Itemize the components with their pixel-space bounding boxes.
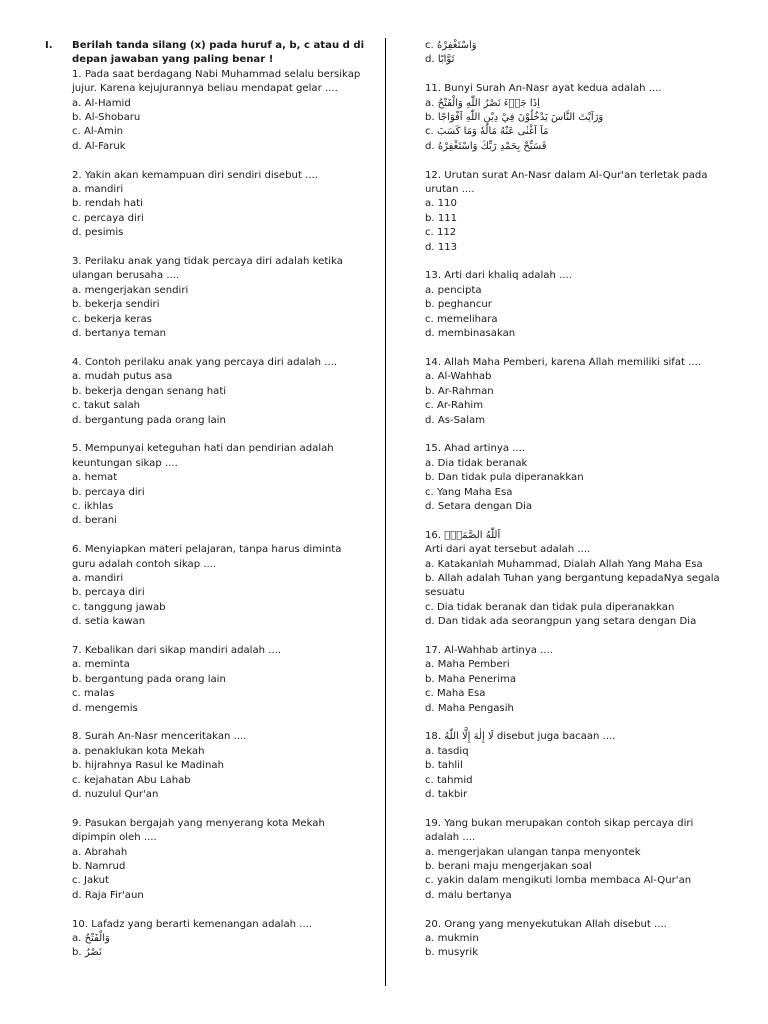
option-a: a. pencipta — [425, 284, 482, 296]
option-b: b. rendah hati — [72, 198, 143, 210]
option-b: b. hijrahnya Rasul ke Madinah — [72, 760, 224, 772]
option-c: c. Al-Amin — [72, 126, 124, 138]
instruction — [72, 39, 372, 68]
question-stem: 9. Pasukan bergajah yang menyerang kota Mekah — [72, 817, 325, 829]
question-stem: 14. Allah Maha Pemberi, karena Allah memiliki sifat .... — [425, 356, 702, 368]
question-10-continued — [425, 39, 725, 68]
option-d: d. Raja Fir'aun — [72, 889, 144, 901]
option-c: c. bekerja keras — [72, 313, 152, 325]
arabic-text: مَآ اَغْنٰى عَنْهُ مَالُهٗ وَمَا كَسَبَ — [436, 126, 549, 138]
option-d: d. فَسَبِّحْ بِحَمْدِ رَبِّكَ وَاسْتَغْفِرْهُ — [425, 140, 547, 152]
arabic-text: نَصْرُ — [84, 947, 102, 959]
question-stem: 13. Arti dari khaliq adalah .... — [425, 270, 572, 282]
option-b: b. وَرَاَيْتَ النَّاسَ يَدْخُلُوْنَ فِيْ دِيْنِ اللّٰهِ اَفْوَاجًا — [425, 112, 604, 124]
arabic-text: اِذَا جَاۤءَ نَصْرُ اللّٰهِ وَالْفَتْحُ — [437, 97, 540, 109]
option-a: a. mukmin — [425, 933, 479, 945]
question-stem: 7. Kebalikan dari sikap mandiri adalah .... — [72, 644, 282, 656]
question-stem: dipimpin oleh .... — [72, 832, 157, 844]
option-b: b. 111 — [425, 212, 458, 224]
option-d: d. Dan tidak ada seorangpun yang setara dengan Dia — [425, 616, 697, 628]
question-15 — [425, 442, 725, 514]
option-a: a. Al-Hamid — [72, 97, 131, 109]
option-a: a. Maha Pemberi — [425, 659, 510, 671]
option-c: c. وَاسْتَغْفِرْهُ — [425, 40, 477, 51]
option-d: d. bertanya teman — [72, 328, 167, 340]
question-9 — [72, 817, 372, 903]
option-c: c. kejahatan Abu Lahab — [72, 774, 191, 786]
option-a: a. mengerjakan sendiri — [72, 284, 189, 296]
option-b: b. musyrik — [425, 947, 479, 959]
question-2 — [72, 169, 372, 241]
option-b: b. Maha Penerima — [425, 673, 517, 685]
option-a: a. اِذَا جَاۤءَ نَصْرُ اللّٰهِ وَالْفَتْحُ — [425, 97, 540, 109]
question-stem: 18. لَا إِلٰهَ إِلَّا اللّٰهُ disebut juga bacaan .... — [425, 731, 616, 743]
option-b: b. berani maju mengerjakan soal — [425, 861, 592, 873]
option-a: a. Al-Wahhab — [425, 371, 492, 383]
option-d: d. Maha Pengasih — [425, 702, 514, 714]
option-b: b. Dan tidak pula diperanakkan — [425, 472, 584, 484]
question-6 — [72, 543, 372, 629]
option-a: a. penaklukan kota Mekah — [72, 745, 205, 757]
question-18 — [425, 730, 725, 802]
option-d: d. membinasakan — [425, 328, 516, 340]
question-stem: 5. Mempunyai keteguhan hati dan pendirian adalah — [72, 443, 334, 455]
question-stem: 11. Bunyi Surah An-Nasr ayat kedua adalah .... — [425, 83, 662, 95]
option-a: a. mudah putus asa — [72, 371, 173, 383]
left-column — [72, 39, 372, 975]
option-c: c. malas — [72, 688, 115, 700]
section-numeral: I. — [45, 40, 53, 51]
option-d: d. 113 — [425, 241, 458, 253]
option-c: c. tanggung jawab — [72, 601, 166, 613]
question-stem: 8. Surah An-Nasr menceritakan .... — [72, 731, 247, 743]
question-13 — [425, 269, 725, 341]
question-stem: guru adalah contoh sikap .... — [72, 558, 217, 570]
option-c: c. memelihara — [425, 313, 498, 325]
option-c: c. 112 — [425, 227, 457, 239]
option-d: d. nuzulul Qur'an — [72, 789, 159, 801]
option-b: b. Al-Shobaru — [72, 112, 141, 124]
question-stem: Arti dari ayat tersebut adalah .... — [425, 544, 591, 556]
option-d: d. Setara dengan Dia — [425, 500, 533, 512]
question-stem: keuntungan sikap .... — [72, 457, 178, 469]
option-a: a. mandiri — [72, 572, 124, 584]
instruction-line: Berilah tanda silang (x) pada huruf a, b, c atau d di — [72, 40, 365, 51]
option-a: a. Katakanlah Muhammad, Dialah Allah Yang Maha Esa — [425, 558, 703, 570]
option-a: a. hemat — [72, 472, 118, 484]
question-10 — [72, 918, 372, 961]
question-14 — [425, 356, 725, 428]
option-a: a. 110 — [425, 198, 457, 210]
option-c: c. tahmid — [425, 774, 473, 786]
option-c: c. Yang Maha Esa — [425, 486, 513, 498]
option-b: b. bergantung pada orang lain — [72, 673, 226, 685]
question-stem: urutan .... — [425, 184, 475, 196]
question-5 — [72, 442, 372, 528]
option-b: b. Namrud — [72, 861, 126, 873]
option-b: b. Allah adalah Tuhan yang bergantung kepadaNya segala — [425, 572, 720, 584]
option-a: a. mandiri — [72, 184, 124, 196]
option-d: d. takbir — [425, 789, 468, 800]
option-c: c. Dia tidak beranak dan tidak pula diperanakkan — [425, 601, 675, 613]
option-a: a. meminta — [72, 659, 130, 671]
question-stem: 16. اَللّٰهُ الصَّمَدُۚ — [425, 529, 501, 541]
option-c: c. Jakut — [72, 875, 110, 887]
question-16 — [425, 529, 725, 630]
question-stem: 2. Yakin akan kemampuan diri sendiri disebut .... — [72, 169, 318, 181]
option-b: b. Ar-Rahman — [425, 385, 494, 397]
option-a: a. Abrahah — [72, 846, 128, 858]
question-12 — [425, 169, 725, 255]
question-stem: 17. Al-Wahhab artinya .... — [425, 644, 554, 656]
question-stem: 3. Perilaku anak yang tidak percaya diri adalah ketika — [72, 256, 343, 268]
question-8 — [72, 730, 372, 802]
option-b: b. percaya diri — [72, 587, 145, 599]
question-stem: 12. Urutan surat An-Nasr dalam Al-Qur'an terletak pada — [425, 169, 708, 181]
arabic-text: تَوَّابًا — [437, 54, 455, 66]
option-b-continued: sesuatu — [425, 587, 465, 599]
arabic-text: لَا إِلٰهَ إِلَّا اللّٰهُ — [444, 731, 494, 743]
option-b: b. نَصْرُ — [72, 947, 102, 959]
question-stem: adalah .... — [425, 832, 476, 844]
question-11 — [425, 82, 725, 154]
question-stem: 10. Lafadz yang berarti kemenangan adalah .... — [72, 918, 313, 930]
arabic-text: اَللّٰهُ الصَّمَدُۚ — [444, 529, 501, 541]
option-d: d. berani — [72, 515, 117, 527]
question-stem: 4. Contoh perilaku anak yang percaya diri adalah .... — [72, 356, 338, 368]
option-c: c. takut salah — [72, 400, 141, 412]
column-divider — [385, 38, 386, 986]
option-d: d. تَوَّابًا — [425, 54, 455, 66]
question-20 — [425, 918, 725, 961]
option-c: c. ikhlas — [72, 500, 114, 512]
option-a: a. وَالْفَتْحُ — [72, 933, 110, 945]
option-d: d. As-Salam — [425, 414, 486, 426]
option-b: b. tahlil — [425, 760, 463, 772]
option-d: d. bergantung pada orang lain — [72, 414, 226, 426]
right-column — [425, 39, 725, 975]
option-a: a. tasdiq — [425, 745, 469, 757]
question-stem: 15. Ahad artinya .... — [425, 443, 526, 455]
option-d: d. setia kawan — [72, 616, 146, 628]
question-stem: jujur. Karena kejujurannya beliau mendapat gelar .... — [72, 83, 338, 95]
question-4 — [72, 356, 372, 428]
option-c: c. percaya diri — [72, 212, 144, 224]
option-c: c. Ar-Rahim — [425, 400, 484, 412]
question-3 — [72, 255, 372, 341]
option-d: d. Al-Faruk — [72, 140, 126, 152]
question-stem: ulangan berusaha .... — [72, 270, 180, 282]
question-stem: 20. Orang yang menyekutukan Allah disebut .... — [425, 918, 667, 930]
option-c: c. Maha Esa — [425, 688, 486, 700]
option-d: d. pesimis — [72, 227, 124, 239]
option-b: b. bekerja dengan senang hati — [72, 385, 227, 397]
option-a: a. Dia tidak beranak — [425, 457, 528, 469]
option-b: b. bekerja sendiri — [72, 299, 160, 311]
option-a: a. mengerjakan ulangan tanpa menyontek — [425, 846, 641, 858]
arabic-text: وَرَاَيْتَ النَّاسَ يَدْخُلُوْنَ فِيْ دِيْنِ اللّٰهِ اَفْوَاجًا — [437, 112, 604, 124]
arabic-text: وَاسْتَغْفِرْهُ — [436, 40, 477, 51]
question-19 — [425, 817, 725, 903]
question-stem: 6. Menyiapkan materi pelajaran, tanpa harus diminta — [72, 544, 342, 556]
instruction-line: depan jawaban yang paling benar ! — [72, 54, 274, 66]
arabic-text: وَالْفَتْحُ — [84, 933, 110, 945]
option-c: c. مَآ اَغْنٰى عَنْهُ مَالُهٗ وَمَا كَسَبَ — [425, 126, 549, 138]
question-1 — [72, 68, 372, 154]
arabic-text: فَسَبِّحْ بِحَمْدِ رَبِّكَ وَاسْتَغْفِرْهُ — [437, 140, 547, 152]
option-c: c. yakin dalam mengikuti lomba membaca Al-Qur'an — [425, 875, 692, 887]
question-7 — [72, 644, 372, 716]
question-17 — [425, 644, 725, 716]
option-d: d. malu bertanya — [425, 889, 512, 901]
question-stem: 1. Pada saat berdagang Nabi Muhammad selalu bersikap — [72, 68, 361, 80]
option-b: b. peghancur — [425, 299, 492, 311]
question-stem: 19. Yang bukan merupakan contoh sikap percaya diri — [425, 817, 694, 829]
option-b: b. percaya diri — [72, 486, 145, 498]
option-d: d. mengemis — [72, 702, 138, 714]
